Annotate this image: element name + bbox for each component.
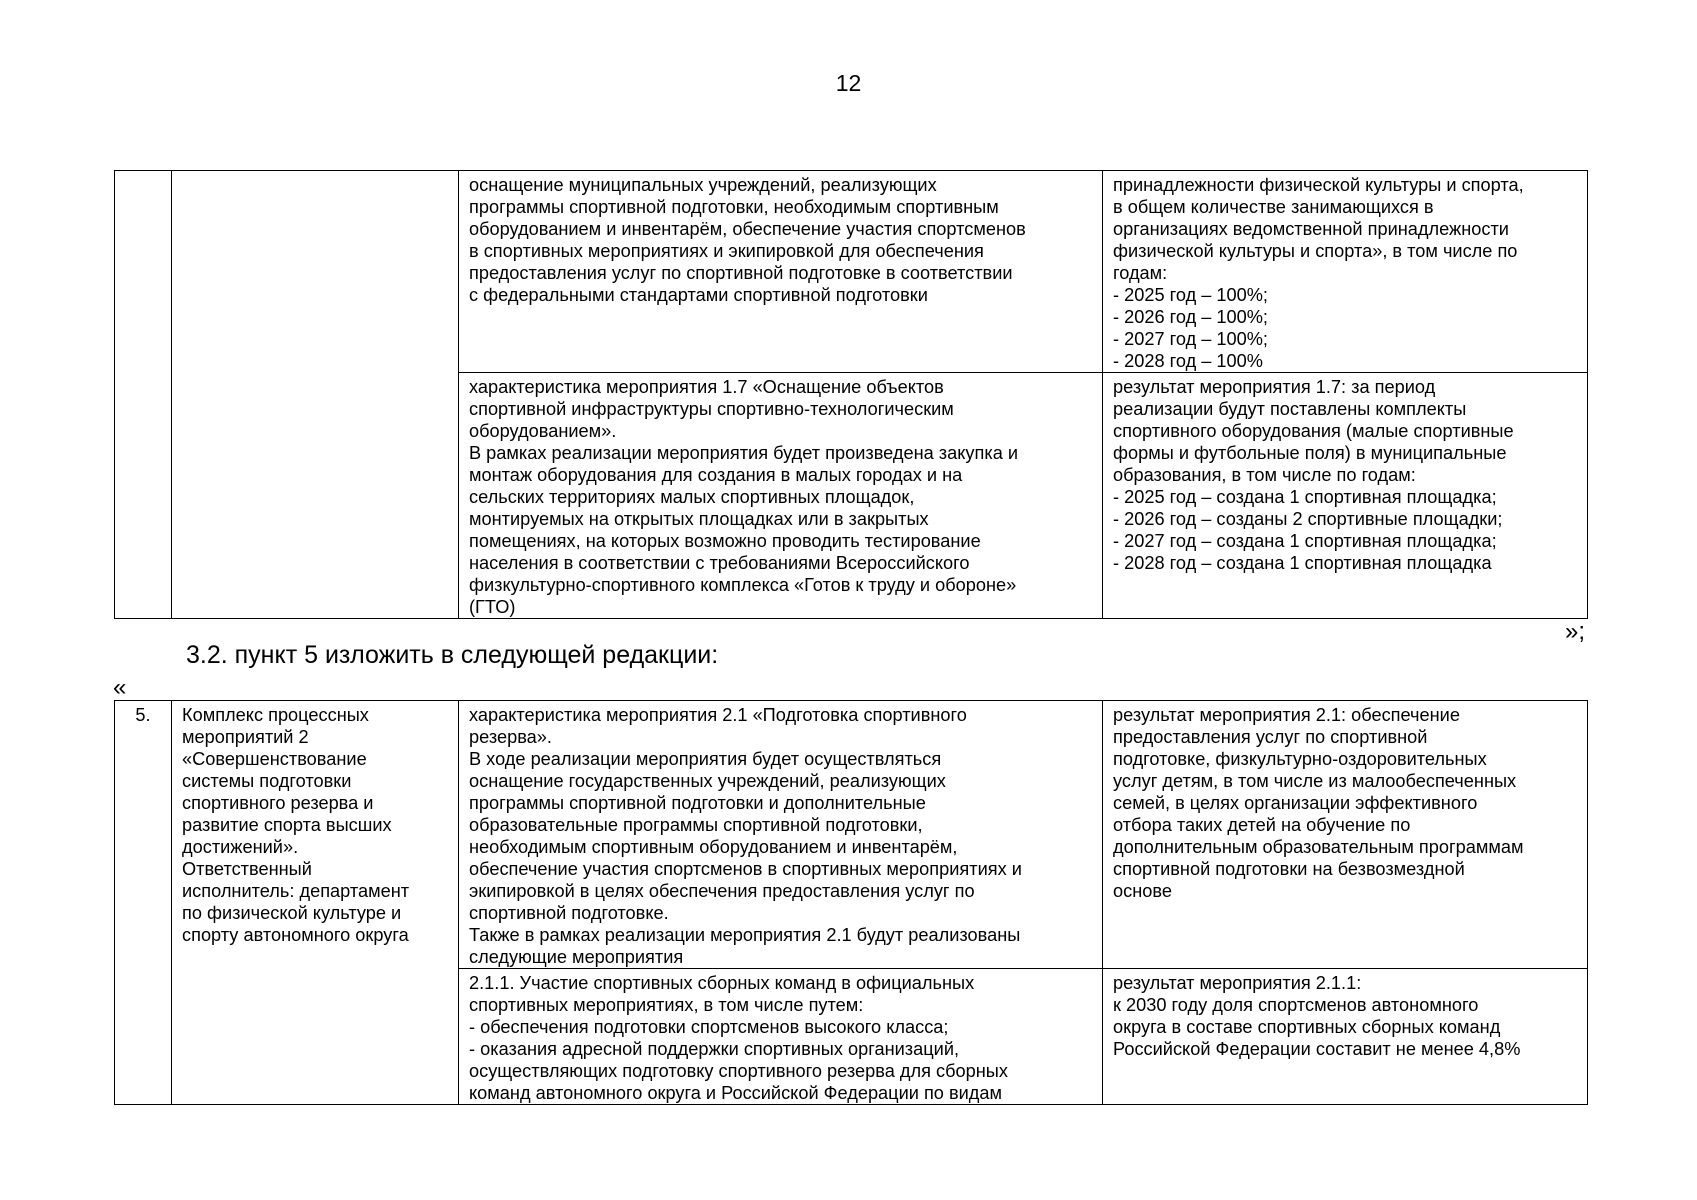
activity-description-cell: характеристика мероприятия 1.7 «Оснащение объектов спортивной инфраструктуры спортивно-технологическим оборудованием». В рамках реализации мероприятия будет произведена закупка и монтаж оборудования для создания в малых городах и на сельских территориях малых спортивных площадок, монтируемых на открытых площадках или в закрытых помещениях, на которых возможно проводить тестирование населения в соответствии с требованиями Всероссийского физкультурно-спортивного комплекса «Готов к труду и обороне» (ГТО) bbox=[459, 373, 1103, 619]
activity-complex-cell bbox=[172, 171, 459, 619]
activity-result-cell: результат мероприятия 2.1: обеспечение предоставления услуг по спортивной подготовке, физкультурно-оздоровительных услуг детям, в том числе из малообеспеченных семей, в целях организации эффективного отбора таких детей на обучение по дополнительным образовательным программам спортивной подготовки на безвозмездной основе bbox=[1103, 701, 1588, 969]
closing-quote: »; bbox=[1564, 618, 1585, 645]
table-row bbox=[115, 171, 1588, 373]
page-number: 12 bbox=[835, 70, 862, 96]
activity-result-cell: принадлежности физической культуры и спорта, в общем количестве занимающихся в организациях ведомственной принадлежности физической культуры и спорта», в том числе по годам: - 2025 год – 100%; - 2026 год – 100%; - 2027 год – 100%; - 2028 год – 100% bbox=[1103, 171, 1588, 373]
activity-result-cell: результат мероприятия 2.1.1: к 2030 году доля спортсменов автономного округа в составе спортивных сборных команд Российской Федерации составит не менее 4,8% bbox=[1103, 969, 1588, 1105]
activity-result-cell: результат мероприятия 1.7: за период реализации будут поставлены комплекты спортивного оборудования (малые спортивные формы и футбольные поля) в муниципальные образования, в том числе по годам: - 2025 год – создана 1 спортивная площадка; - 2026 год – созданы 2 спортивные площадки; - 2027 год – создана 1 спортивная площадка; - 2028 год – создана 1 спортивная площадка bbox=[1103, 373, 1588, 619]
row-number-cell: 5. bbox=[115, 701, 172, 1105]
activity-description-cell: 2.1.1. Участие спортивных сборных команд в официальных спортивных мероприятиях, в том числе путем: - обеспечения подготовки спортсменов высокого класса; - оказания адресной поддержки спортивных организаций, осуществляющих подготовку спортивного резерва для сборных команд автономного округа и Российской Федерации по видам bbox=[459, 969, 1103, 1105]
table-row bbox=[115, 701, 1588, 969]
activities-table-continued bbox=[114, 170, 1588, 619]
activity-description-cell: характеристика мероприятия 2.1 «Подготовка спортивного резерва». В ходе реализации мероприятия будет осуществляться оснащение государственных учреждений, реализующих программы спортивной подготовки и дополнительные образовательные программы спортивной подготовки, необходимым спортивным оборудованием и инвентарём, обеспечение участия спортсменов в спортивных мероприятиях и экипировкой в целях обеспечения предоставления услуг по спортивной подготовке. Также в рамках реализации мероприятия 2.1 будут реализованы следующие мероприятия bbox=[459, 701, 1103, 969]
activity-description-cell: оснащение муниципальных учреждений, реализующих программы спортивной подготовки, необходимым спортивным оборудованием и инвентарём, обеспечение участия спортсменов в спортивных мероприятиях и экипировкой для обеспечения предоставления услуг по спортивной подготовке в соответствии с федеральными стандартами спортивной подготовки bbox=[459, 171, 1103, 373]
activity-complex-cell: Комплекс процессных мероприятий 2 «Совершенствование системы подготовки спортивного резерва и развитие спорта высших достижений». Ответственный исполнитель: департамент по физической культуре и спорту автономного округа bbox=[172, 701, 459, 1105]
opening-quote: « bbox=[113, 674, 127, 701]
section-heading: 3.2. пункт 5 изложить в следующей редакции: bbox=[186, 641, 719, 669]
row-number-cell bbox=[115, 171, 172, 619]
activities-table-item-5 bbox=[114, 700, 1588, 1105]
